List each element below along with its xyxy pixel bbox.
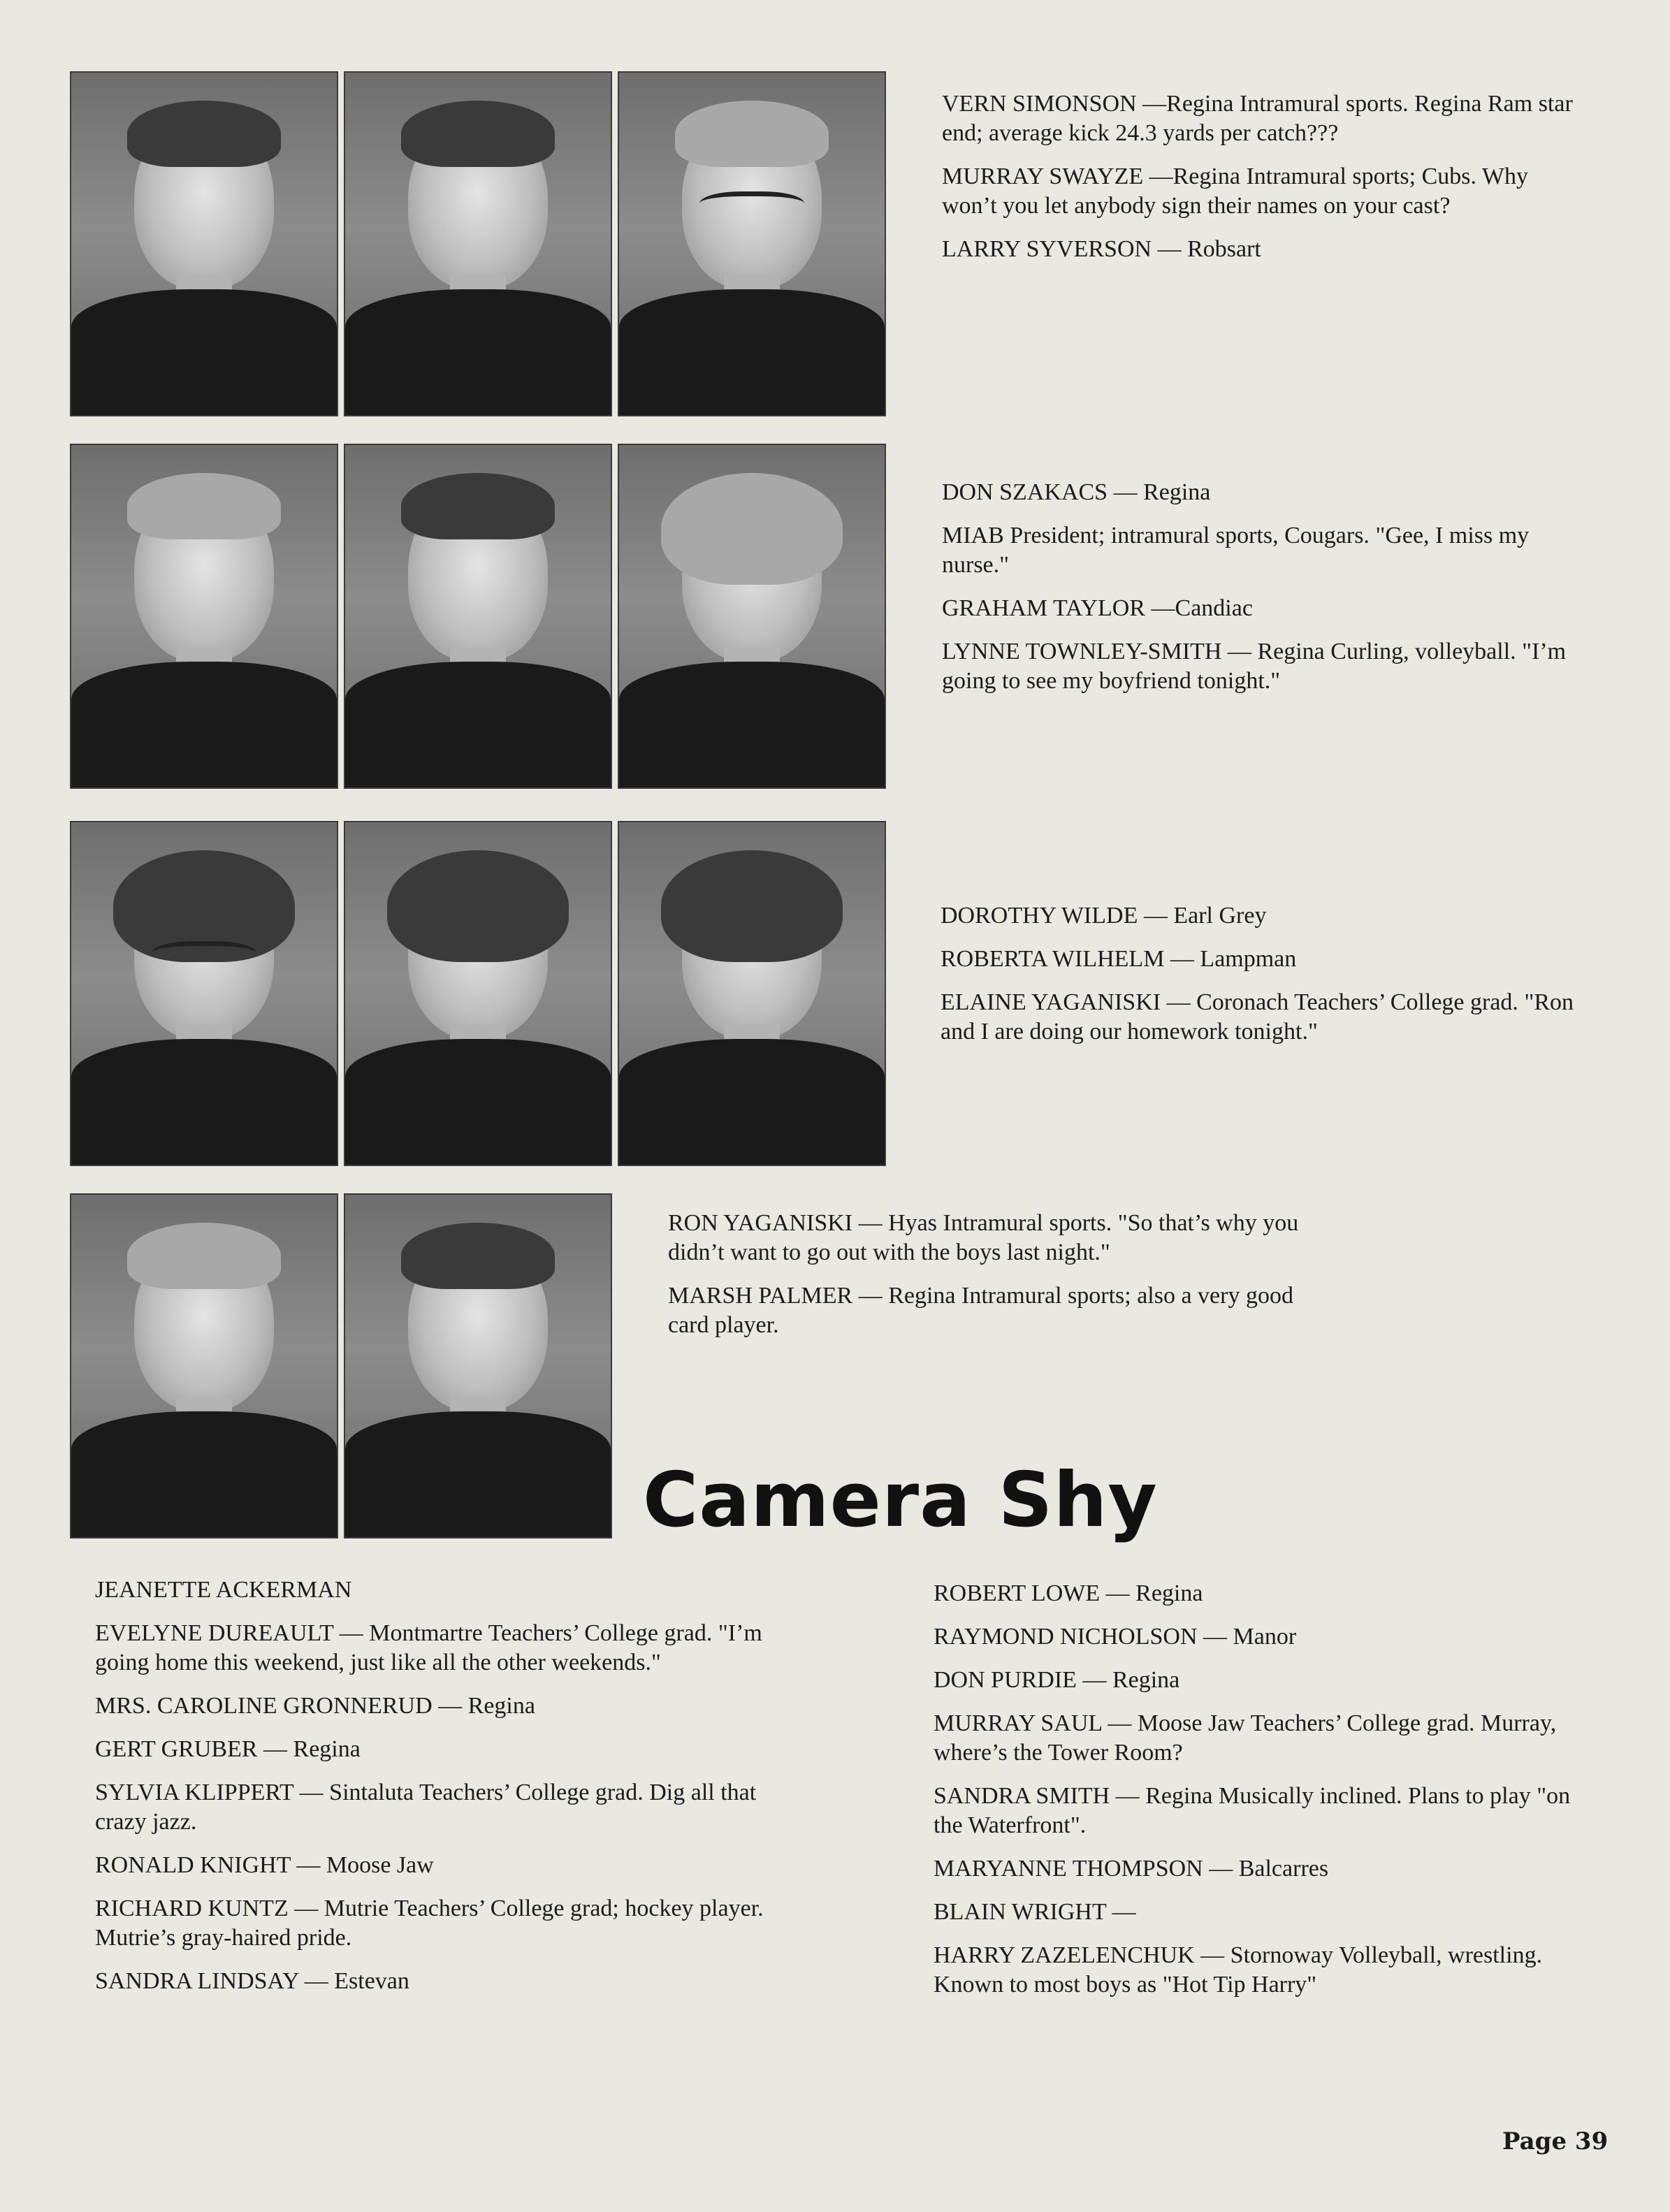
student-name: RICHARD KUNTZ — Mutrie [95,1896,389,1921]
caption-entry [934,1854,1590,1884]
caption-line: boys last night." [956,1239,1110,1265]
caption-line: Known to most boys as "Hot Tip Harry" [934,1972,1317,1998]
portrait-photo [344,71,612,416]
caption-entry [95,1576,766,1605]
caption-entry [942,637,1578,696]
caption-line: Intramural sports; Cubs. [1246,163,1477,189]
portrait-photo [70,1193,338,1538]
student-name: DON SZAKACS — Regina [942,479,1211,505]
photo-row-2 [70,444,886,789]
caption-line: Teachers’ College grad. [488,1620,713,1646]
caption-entry [934,1666,1590,1695]
student-name: ELAINE YAGANISKI — Coronach [941,989,1289,1015]
camera-shy-left-column [95,1576,766,2010]
student-name: MURRAY SWAYZE —Regina [942,163,1240,189]
caption-line: MIAB President; intramural sports, Cougars. [942,523,1370,548]
caption-line: "Ron and I are doing our homework tonight." [941,989,1574,1045]
caption-line: "So that’s why you didn’t want to go out with the [668,1210,1299,1265]
caption-entry [942,521,1578,580]
caption-line: "I’m going home this weekend, just like all the other [95,1620,762,1675]
caption-entry [934,1898,1590,1927]
caption-entry [95,1619,766,1678]
caption-line: Curling, volleyball. [1330,639,1516,664]
caption-line: Volleyball, wrestling. [1338,1942,1543,1968]
student-name: EVELYNE DUREAULT — Montmartre [95,1620,483,1646]
caption-line: Murray, where’s the Tower Room? [934,1710,1557,1766]
row-2-captions [942,478,1578,710]
student-name: SYLVIA KLIPPERT — Sintaluta [95,1780,414,1805]
student-name: BLAIN WRIGHT — [934,1899,1136,1925]
student-name: LARRY SYVERSON — Robsart [942,236,1261,262]
caption-entry [941,945,1576,974]
caption-line: Teachers’ College grad. [1250,1710,1475,1736]
student-name: RONALD KNIGHT — Moose Jaw [95,1852,434,1878]
portrait-photo [344,444,612,789]
caption-entry [941,988,1576,1047]
student-name: MRS. CAROLINE GRONNERUD — Regina [95,1693,535,1719]
student-name: MURRAY SAUL — Moose Jaw [934,1710,1245,1736]
caption-entry [95,1894,766,1953]
student-name: JEANETTE ACKERMAN [95,1577,352,1603]
student-name: MARYANNE THOMPSON — Balcarres [934,1856,1329,1882]
portrait-photo [344,821,612,1166]
caption-line: Intramural sports. [1239,91,1409,117]
caption-entry [934,1941,1590,2000]
caption-line: cast? [1402,193,1451,219]
student-name: DOROTHY WILDE — Earl Grey [941,903,1267,929]
caption-entry [934,1579,1590,1608]
camera-shy-right-column [934,1579,1590,2014]
caption-line: Why won’t you let anybody sign their names on your [942,163,1528,219]
caption-line: Teachers’ College grad; hockey player. [394,1896,764,1921]
caption-entry [942,89,1578,148]
portrait-photo [618,71,886,416]
portrait-photo [70,444,338,789]
caption-entry [668,1281,1311,1340]
caption-entry [95,1967,766,1996]
caption-line: Musically inclined. Plans to play "on the Waterfront". [934,1783,1571,1838]
student-name: DON PURDIE — Regina [934,1667,1180,1693]
row-3-captions [941,901,1576,1061]
caption-entry [95,1735,766,1764]
student-name: MARSH PALMER — Regina [668,1283,956,1309]
student-name: ROBERTA WILHELM — Lampman [941,946,1297,972]
caption-line: Intramural sports; also a very good card player. [668,1283,1293,1338]
portrait-photo [618,444,886,789]
portrait-photo [70,71,338,416]
caption-line: "I’m going to see my boyfriend tonight." [942,639,1567,694]
caption-entry [668,1209,1311,1267]
student-name: RAYMOND NICHOLSON — Manor [934,1624,1297,1650]
portrait-photo [344,1193,612,1538]
student-name: SANDRA LINDSAY — Estevan [95,1968,409,1994]
student-name: SANDRA SMITH — Regina [934,1783,1213,1809]
caption-line: Dig all that crazy jazz. [95,1780,757,1835]
caption-entry [95,1778,766,1837]
caption-entry [941,901,1576,931]
caption-line: Teachers’ College grad. [419,1780,644,1805]
caption-entry [934,1709,1590,1768]
student-name: VERN SIMONSON —Regina [942,91,1234,117]
caption-line: Mutrie’s gray-haired pride. [95,1925,352,1951]
portrait-photo [618,821,886,1166]
student-name: RON YAGANISKI — Hyas [668,1210,938,1236]
caption-line: Intramural sports. [943,1210,1112,1236]
row-4-captions [668,1209,1311,1354]
caption-line: Teachers’ College grad. [1294,989,1518,1015]
caption-entry [934,1622,1590,1652]
section-title: Camera Shy [643,1457,1158,1544]
caption-entry [942,235,1578,264]
student-name: HARRY ZAZELENCHUK — Stornoway [934,1942,1333,1968]
student-name: LYNNE TOWNLEY-SMITH — Regina [942,639,1325,664]
caption-entry [942,594,1578,623]
student-name: GRAHAM TAYLOR —Candiac [942,595,1253,621]
caption-line: Regina Ram star end; average kick 24.3 yards per [942,91,1573,146]
student-name: GERT GRUBER — Regina [95,1736,361,1762]
caption-line: catch??? [1256,120,1339,146]
caption-entry [942,478,1578,507]
caption-entry [95,1851,766,1880]
caption-entry [95,1691,766,1721]
photo-row-1 [70,71,886,416]
portrait-photo [70,821,338,1166]
row-1-captions [942,89,1578,278]
caption-line: "Gee, I miss my nurse." [942,523,1530,578]
page-number: Page 39 [1502,2127,1609,2155]
photo-row-3 [70,821,886,1166]
photo-row-4 [70,1193,612,1538]
caption-entry [942,162,1578,221]
student-name: ROBERT LOWE — Regina [934,1580,1203,1606]
caption-entry [934,1782,1590,1840]
caption-line: weekends." [551,1650,661,1675]
